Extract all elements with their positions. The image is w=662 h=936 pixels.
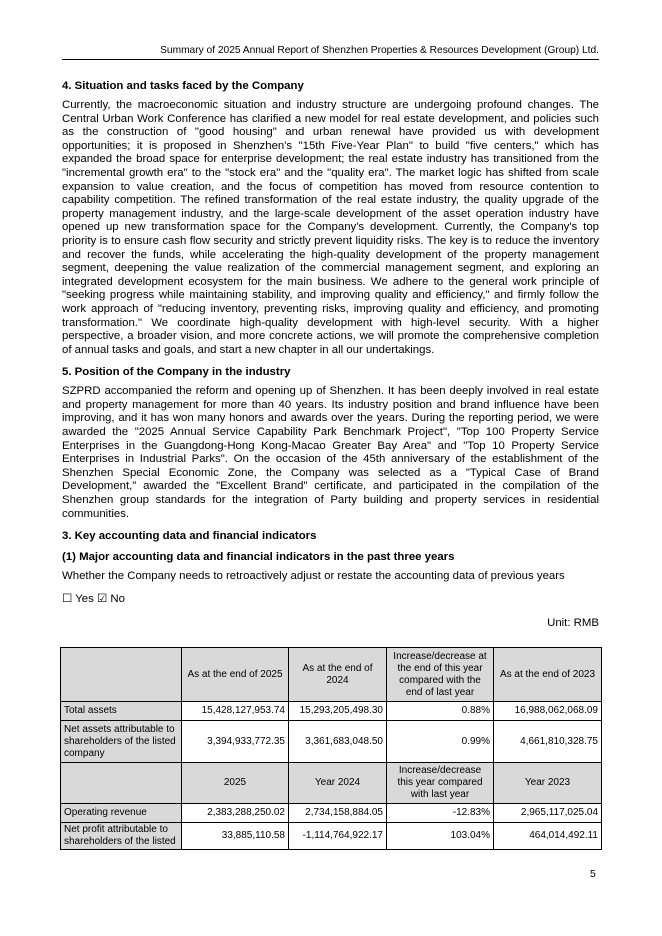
table-row [61, 823, 602, 850]
header-cell: As at the end of 2025 [182, 648, 289, 702]
table-row [61, 702, 602, 721]
value-cell: 33,885,110.58 [182, 823, 289, 850]
header-cell: Increase/decrease at the end of this year compared with the end of last year [387, 648, 494, 702]
value-cell: 4,661,810,328.75 [494, 721, 602, 763]
header-cell: As at the end of 2024 [289, 648, 387, 702]
yes-checkbox-icon: ☐ [62, 592, 73, 605]
header-cell: Increase/decrease this year compared with last year [387, 763, 494, 804]
section-3-subheading: (1) Major accounting data and financial indicators in the past three years [62, 551, 455, 564]
value-cell: -12.83% [387, 804, 494, 823]
section-4-paragraph: Currently, the macroeconomic situation and industry structure are undergoing profound changes. The Central Urban Work Conference has clarified a new model for real estate development, and policies such as the construction of "good housing" and urban renewal have provided us with development opportunities; it is proposed in Shenzhen's "15th Five-Year Plan" to build "five centers," which has expanded the broad space for enterprise development; the real estate industry has transitioned from the "incremental growth era" to the "stock era" and the "quality era". The market logic has shifted from scale expansion to value creation, and the focus of competition has moved from resource contention to capability competition. The refined transformation of the real estate industry, the quality upgrade of the property management industry, and the large-scale development of the asset operation industry have opened up new transformation space for the Company's development. Currently, the Company's top priority is to ensure cash flow security and strictly prevent liquidity risks. The key is to reduce the inventory and recover the funds, while accelerating the high-quality development of the property management segment, deepening the value realization of the commercial management segment, and exploring an integrated development ecosystem for the main business. We adhere to the general work principle of "seeking progress while maintaining stability, and improving quality and efficiency," and firmly follow the work approach of "reducing inventory, preventing risks, improving quality and efficiency, and promoting transformation." We coordinate high-quality development with high-level security. With a higher perspective, a broader vision, and more concrete actions, we will promote the comprehensive completion of annual tasks and goals, and start a new chapter in all our undertakings. [62, 99, 599, 356]
running-header: Summary of 2025 Annual Report of Shenzhen Properties & Resources Development (Group) Ltd. [62, 45, 599, 60]
header-cell: Year 2023 [494, 763, 602, 804]
unit-label: Unit: RMB [547, 616, 599, 629]
value-cell: 0.99% [387, 721, 494, 763]
section-5-paragraph: SZPRD accompanied the reform and opening up of Shenzhen. It has been deeply involved in real estate and property management for more than 40 years. Its industry position and brand influence have been improving, and it has won many honors and awards over the years. During the reporting period, we were awarded the "2025 Annual Service Capability Park Benchmark Project", "Top 100 Property Service Enterprises in the Guangdong-Hong Kong-Macao Greater Bay Area" and "Top 10 Property Service Enterprises in Industrial Parks". On the occasion of the 45th anniversary of the establishment of the Shenzhen Special Economic Zone, the Company was selected as a "Typical Case of Brand Development," awarded the "Excellent Brand" certificate, and participated in the compilation of the Shenzhen group standards for the integration of Party building and property services in residential communities. [62, 385, 599, 520]
table-header-row [61, 763, 602, 804]
section-4-heading: 4. Situation and tasks faced by the Company [62, 80, 304, 92]
value-cell: 103.04% [387, 823, 494, 850]
value-cell: 3,394,933,772.35 [182, 721, 289, 763]
value-cell: -1,114,764,922.17 [289, 823, 387, 850]
financial-indicators-table [60, 647, 602, 850]
value-cell: 2,383,288,250.02 [182, 804, 289, 823]
header-cell [61, 763, 182, 804]
restatement-options [62, 592, 599, 606]
yes-label: Yes [75, 592, 94, 605]
header-cell: 2025 [182, 763, 289, 804]
no-label: No [110, 592, 125, 605]
page-content [62, 78, 599, 630]
no-checkbox-checked-icon: ☑ [96, 592, 108, 605]
value-cell: 3,361,683,048.50 [289, 721, 387, 763]
header-cell [61, 648, 182, 702]
page-number: 5 [590, 868, 596, 880]
value-cell: 0.88% [387, 702, 494, 721]
value-cell: 464,014,492.11 [494, 823, 602, 850]
section-5-heading: 5. Position of the Company in the industry [62, 366, 291, 379]
table-header-row [61, 648, 602, 702]
row-label: Net profit attributable to shareholders of the listed [61, 823, 182, 850]
row-label: Total assets [61, 702, 182, 721]
restatement-question: Whether the Company needs to retroactively adjust or restate the accounting data of previous years [62, 570, 565, 583]
value-cell: 15,293,205,498.30 [289, 702, 387, 721]
header-cell: Year 2024 [289, 763, 387, 804]
value-cell: 2,965,117,025.04 [494, 804, 602, 823]
value-cell: 16,988,062,068.09 [494, 702, 602, 721]
value-cell: 2,734,158,884.05 [289, 804, 387, 823]
table-row [61, 804, 602, 823]
row-label: Operating revenue [61, 804, 182, 823]
table-row [61, 721, 602, 763]
row-label: Net assets attributable to shareholders of the listed company [61, 721, 182, 763]
section-3-heading: 3. Key accounting data and financial indicators [62, 530, 317, 543]
value-cell: 15,428,127,953.74 [182, 702, 289, 721]
header-cell: As at the end of 2023 [494, 648, 602, 702]
